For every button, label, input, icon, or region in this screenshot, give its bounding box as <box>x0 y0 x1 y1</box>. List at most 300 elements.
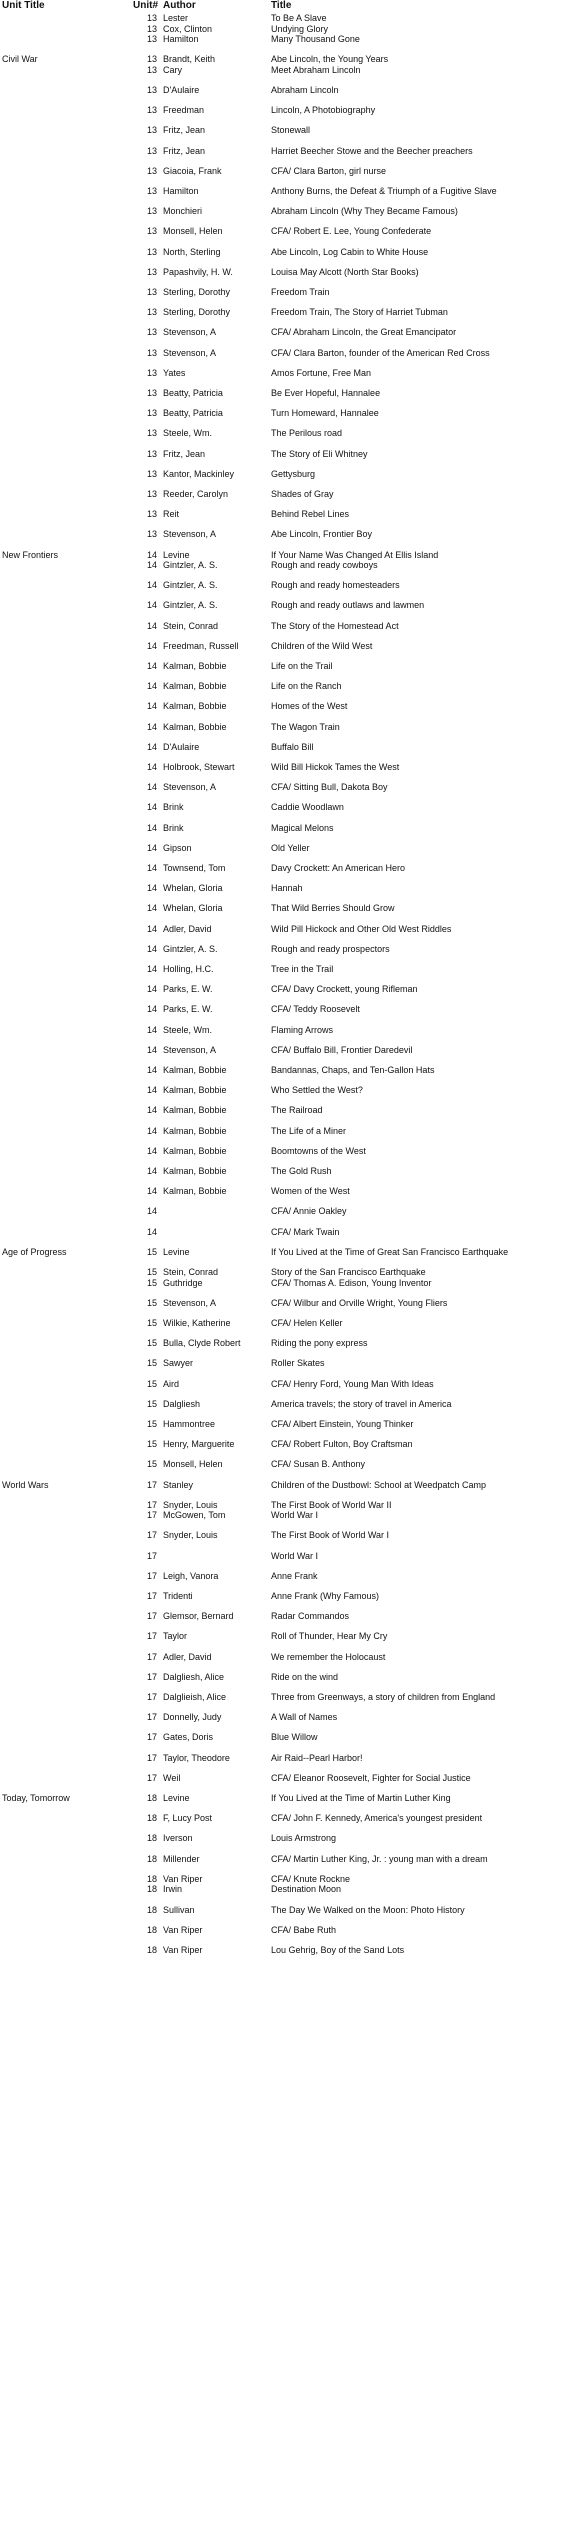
header-author: Author <box>163 0 196 11</box>
author-cell: Stevenson, A <box>163 782 217 793</box>
table-row <box>0 307 574 318</box>
table-row <box>0 580 574 591</box>
author-cell: Sullivan <box>163 1904 195 1915</box>
table-row <box>0 1480 574 1491</box>
unit-cell: 14 <box>146 681 157 692</box>
unit-cell: 15 <box>146 1317 157 1328</box>
unit-cell: 17 <box>146 1611 157 1622</box>
table-row <box>0 1945 574 1956</box>
author-cell: Stevenson, A <box>163 327 217 338</box>
title-cell: Bandannas, Chaps, and Ten-Gallon Hats <box>271 1065 435 1075</box>
unit-cell: 13 <box>146 84 157 95</box>
author-cell: Levine <box>163 549 190 560</box>
header-title: Title <box>271 0 292 11</box>
title-cell: CFA/ John F. Kennedy, America's youngest president <box>271 1813 483 1824</box>
table-row <box>0 469 574 480</box>
table-row <box>0 1004 574 1015</box>
author-cell: Reit <box>163 509 180 520</box>
table-row <box>0 1379 574 1390</box>
author-cell: Freedman <box>163 105 205 116</box>
unit-cell: 13 <box>146 529 157 540</box>
title-cell: The Wagon Train <box>271 721 340 732</box>
author-cell: Gintzler, A. S. <box>163 600 218 611</box>
table-row <box>0 903 574 914</box>
title-cell: If You Lived at the Time of Great San Francisco Earthquake <box>271 1246 509 1257</box>
table-row <box>0 984 574 995</box>
table-row <box>0 600 574 611</box>
unit-cell: 17 <box>146 1591 157 1601</box>
author-cell: Snyder, Louis <box>163 1499 218 1510</box>
unit-cell: 14 <box>146 549 157 560</box>
title-cell: Louisa May Alcott (North Star Books) <box>271 266 419 277</box>
author-cell: Kalman, Bobbie <box>163 701 227 712</box>
title-cell: To Be A Slave <box>271 13 327 23</box>
author-cell: Kalman, Bobbie <box>163 1145 227 1156</box>
author-cell: Stanley <box>163 1479 194 1490</box>
author-cell: Brandt, Keith <box>163 54 216 65</box>
table-row <box>0 1884 574 1895</box>
table-row <box>0 782 574 793</box>
title-cell: Children of the Wild West <box>271 640 373 651</box>
title-cell: Anne Frank (Why Famous) <box>271 1591 380 1601</box>
title-cell: Rough and ready outlaws and lawmen <box>271 600 425 611</box>
author-cell: Yates <box>163 367 186 378</box>
table-row <box>0 34 574 45</box>
author-cell: Stein, Conrad <box>163 1267 219 1277</box>
unit-cell: 13 <box>146 246 157 257</box>
table-row <box>0 1571 574 1582</box>
title-cell: Roll of Thunder, Hear My Cry <box>271 1631 388 1642</box>
unit-cell: 13 <box>146 165 157 176</box>
title-cell: Rough and ready cowboys <box>271 560 378 570</box>
unit-cell: 13 <box>146 286 157 297</box>
author-cell: Kalman, Bobbie <box>163 1166 227 1176</box>
author-cell: Steele, Wm. <box>163 1024 213 1035</box>
author-cell: Van Riper <box>163 1944 203 1955</box>
author-cell: Taylor, Theodore <box>163 1752 230 1763</box>
table-row <box>0 1631 574 1642</box>
author-cell: Fritz, Jean <box>163 145 206 156</box>
table-row <box>0 823 574 834</box>
author-cell: Guthridge <box>163 1277 203 1288</box>
table-row <box>0 1338 574 1349</box>
title-cell: Stonewall <box>271 125 311 136</box>
unit-cell: 13 <box>146 488 157 499</box>
section-cell: Civil War <box>2 54 38 65</box>
unit-cell: 14 <box>146 1024 157 1035</box>
table-row <box>0 247 574 258</box>
unit-cell: 14 <box>146 640 157 651</box>
title-cell: Be Ever Hopeful, Hannalee <box>271 387 381 398</box>
author-cell: Weil <box>163 1772 181 1783</box>
title-cell: Homes of the West <box>271 701 348 712</box>
author-cell: Kantor, Mackinley <box>163 468 235 479</box>
section-cell: Today, Tomorrow <box>2 1793 70 1803</box>
unit-cell: 14 <box>146 802 157 813</box>
table-row <box>0 1813 574 1824</box>
title-cell: The Perilous road <box>271 428 343 439</box>
author-cell: Kalman, Bobbie <box>163 1125 227 1136</box>
unit-cell: 15 <box>146 1398 157 1409</box>
unit-cell: 18 <box>146 1853 157 1864</box>
table-row <box>0 1925 574 1936</box>
author-cell: Cox, Clinton <box>163 23 213 34</box>
author-cell: F, Lucy Post <box>163 1813 213 1824</box>
title-cell: Boomtowns of the West <box>271 1145 366 1156</box>
author-cell: Whelan, Gloria <box>163 903 223 914</box>
title-cell: Hannah <box>271 883 303 894</box>
author-cell: Aird <box>163 1378 180 1389</box>
table-row <box>0 1905 574 1916</box>
author-cell: Levine <box>163 1793 190 1803</box>
author-cell: Gipson <box>163 842 192 853</box>
unit-cell: 14 <box>146 1186 157 1197</box>
author-cell: Brink <box>163 802 184 813</box>
title-cell: Buffalo Bill <box>271 741 314 752</box>
author-cell: Snyder, Louis <box>163 1530 218 1541</box>
author-cell: Monchieri <box>163 206 203 217</box>
table-row <box>0 722 574 733</box>
header-row <box>0 0 574 12</box>
author-cell: Glemsor, Bernard <box>163 1611 234 1622</box>
unit-cell: 15 <box>146 1277 157 1288</box>
unit-cell: 14 <box>146 762 157 772</box>
title-cell: Turn Homeward, Hannalee <box>271 408 379 419</box>
title-cell: Freedom Train <box>271 286 330 297</box>
table-row <box>0 1358 574 1369</box>
unit-cell: 13 <box>146 34 157 44</box>
author-cell: Freedman, Russell <box>163 640 239 651</box>
table-row <box>0 1419 574 1430</box>
table-row <box>0 166 574 177</box>
title-cell: If Your Name Was Changed At Ellis Island <box>271 549 439 560</box>
title-cell: Gettysburg <box>271 468 316 479</box>
table-row <box>0 843 574 854</box>
unit-cell: 18 <box>146 1884 157 1895</box>
table-row <box>0 327 574 338</box>
table-row <box>0 1753 574 1764</box>
unit-cell: 14 <box>146 1085 157 1096</box>
unit-cell: 14 <box>146 1004 157 1015</box>
title-cell: Children of the Dustbowl: School at Weedpatch Camp <box>271 1479 486 1490</box>
title-cell: Wild Bill Hickok Tames the West <box>271 762 400 772</box>
unit-cell: 13 <box>146 105 157 116</box>
table-row <box>0 85 574 96</box>
table-row <box>0 267 574 278</box>
unit-cell: 15 <box>146 1418 157 1429</box>
author-cell: Stevenson, A <box>163 529 217 540</box>
title-cell: Flaming Arrows <box>271 1024 334 1035</box>
table-row <box>0 1318 574 1329</box>
title-cell: Ride on the wind <box>271 1671 339 1682</box>
author-cell: Hamilton <box>163 185 199 196</box>
author-cell: Millender <box>163 1853 200 1864</box>
unit-cell: 13 <box>146 13 157 23</box>
title-cell: Blue Willow <box>271 1732 318 1743</box>
title-cell: Roller Skates <box>271 1358 325 1369</box>
title-cell: Riding the pony express <box>271 1338 368 1349</box>
unit-cell: 14 <box>146 822 157 833</box>
author-cell: Brink <box>163 822 184 833</box>
table-row <box>0 206 574 217</box>
title-cell: CFA/ Sitting Bull, Dakota Boy <box>271 782 388 793</box>
table-row <box>0 802 574 813</box>
unit-cell: 17 <box>146 1499 157 1510</box>
author-cell: North, Sterling <box>163 246 221 257</box>
unit-cell: 18 <box>146 1904 157 1915</box>
title-cell: Abraham Lincoln <box>271 84 339 95</box>
unit-cell: 13 <box>146 125 157 136</box>
title-cell: Anthony Burns, the Defeat & Triumph of a Fugitive Slave <box>271 185 497 196</box>
author-cell: Sterling, Dorothy <box>163 307 231 318</box>
title-cell: Lincoln, A Photobiography <box>271 105 376 116</box>
table-row <box>0 550 574 561</box>
author-cell: Kalman, Bobbie <box>163 721 227 732</box>
title-cell: CFA/ Albert Einstein, Young Thinker <box>271 1418 414 1429</box>
table-row <box>0 1186 574 1197</box>
title-cell: The Life of a Miner <box>271 1125 347 1136</box>
author-cell: Dalgliesh, Alice <box>163 1671 225 1682</box>
title-cell: Davy Crockett: An American Hero <box>271 863 406 873</box>
unit-cell: 17 <box>146 1651 157 1662</box>
title-cell: The First Book of World War II <box>271 1499 392 1510</box>
table-row <box>0 1085 574 1096</box>
author-cell: Henry, Marguerite <box>163 1439 235 1450</box>
title-cell: Many Thousand Gone <box>271 34 360 44</box>
unit-cell: 13 <box>146 23 157 34</box>
title-cell: Rough and ready prospectors <box>271 943 390 954</box>
table-row <box>0 1227 574 1238</box>
table-row <box>0 1278 574 1289</box>
unit-cell: 13 <box>146 64 157 75</box>
table-row <box>0 681 574 692</box>
table-row <box>0 1206 574 1217</box>
table-row <box>0 1530 574 1541</box>
table-row <box>0 287 574 298</box>
unit-cell: 14 <box>146 943 157 954</box>
title-cell: We remember the Holocaust <box>271 1651 386 1662</box>
unit-cell: 17 <box>146 1671 157 1682</box>
unit-cell: 14 <box>146 560 157 570</box>
table-row <box>0 1146 574 1157</box>
title-cell: Freedom Train, The Story of Harriet Tubman <box>271 307 448 318</box>
author-cell: Papashvily, H. W. <box>163 266 233 277</box>
table-row <box>0 1874 574 1885</box>
unit-cell: 17 <box>146 1479 157 1490</box>
book-rows <box>0 12 574 1957</box>
title-cell: CFA/ Annie Oakley <box>271 1206 347 1217</box>
table-row <box>0 641 574 652</box>
title-cell: CFA/ Susan B. Anthony <box>271 1459 366 1470</box>
title-cell: CFA/ Clara Barton, founder of the American Red Cross <box>271 347 490 358</box>
author-cell: Sterling, Dorothy <box>163 286 231 297</box>
title-cell: CFA/ Teddy Roosevelt <box>271 1004 360 1015</box>
table-row <box>0 1105 574 1116</box>
unit-cell: 13 <box>146 54 157 65</box>
title-cell: CFA/ Robert Fulton, Boy Craftsman <box>271 1439 413 1450</box>
author-cell: Irwin <box>163 1884 183 1895</box>
table-row <box>0 146 574 157</box>
author-cell: Parks, E. W. <box>163 1004 213 1015</box>
table-row <box>0 13 574 24</box>
table-row <box>0 1652 574 1663</box>
author-cell: Lester <box>163 13 189 23</box>
table-row <box>0 742 574 753</box>
author-cell: Dalglieish, Alice <box>163 1692 227 1702</box>
table-row <box>0 226 574 237</box>
table-row <box>0 1166 574 1177</box>
table-row <box>0 186 574 197</box>
author-cell: Parks, E. W. <box>163 984 213 995</box>
author-cell: Beatty, Patricia <box>163 387 223 398</box>
title-cell: Abe Lincoln, the Young Years <box>271 54 389 65</box>
table-row <box>0 863 574 874</box>
table-row <box>0 1672 574 1683</box>
unit-cell: 14 <box>146 964 157 974</box>
table-row <box>0 1510 574 1521</box>
title-cell: CFA/ Buffalo Bill, Frontier Daredevil <box>271 1044 413 1055</box>
unit-cell: 14 <box>146 1044 157 1055</box>
title-cell: The Day We Walked on the Moon: Photo History <box>271 1904 465 1915</box>
title-cell: That Wild Berries Should Grow <box>271 903 395 914</box>
table-row <box>0 105 574 116</box>
unit-cell: 13 <box>146 468 157 479</box>
title-cell: Behind Rebel Lines <box>271 509 350 520</box>
title-cell: CFA/ Davy Crockett, young Rifleman <box>271 984 418 995</box>
unit-cell: 18 <box>146 1924 157 1935</box>
table-row <box>0 560 574 571</box>
title-cell: Undying Glory <box>271 23 329 34</box>
table-row <box>0 489 574 500</box>
table-row <box>0 388 574 399</box>
author-cell: McGowen, Tom <box>163 1510 226 1521</box>
author-cell: Reeder, Carolyn <box>163 488 229 499</box>
unit-cell: 13 <box>146 387 157 398</box>
title-cell: Caddie Woodlawn <box>271 802 344 813</box>
unit-cell: 13 <box>146 266 157 277</box>
author-cell: Stevenson, A <box>163 347 217 358</box>
author-cell: Sawyer <box>163 1358 194 1369</box>
section-cell: Age of Progress <box>2 1246 67 1257</box>
unit-cell: 15 <box>146 1378 157 1389</box>
table-row <box>0 944 574 955</box>
unit-cell: 13 <box>146 347 157 358</box>
author-cell: Monsell, Helen <box>163 226 223 237</box>
title-cell: CFA/ Wilbur and Orville Wright, Young Fliers <box>271 1297 448 1308</box>
table-row <box>0 1065 574 1076</box>
table-row <box>0 1732 574 1743</box>
unit-cell: 13 <box>146 428 157 439</box>
table-row <box>0 1267 574 1278</box>
title-cell: CFA/ Henry Ford, Young Man With Ideas <box>271 1378 434 1389</box>
table-row <box>0 348 574 359</box>
title-cell: Louis Armstrong <box>271 1833 337 1844</box>
unit-cell: 13 <box>146 226 157 237</box>
title-cell: Women of the West <box>271 1186 350 1197</box>
table-row <box>0 924 574 935</box>
unit-cell: 14 <box>146 1166 157 1176</box>
unit-cell: 14 <box>146 661 157 671</box>
table-row <box>0 368 574 379</box>
table-row <box>0 125 574 136</box>
header-unit-number: Unit# <box>133 0 158 11</box>
title-cell: The First Book of World War I <box>271 1530 390 1541</box>
author-cell: Giacoia, Frank <box>163 165 222 176</box>
title-cell: Wild Pill Hickock and Other Old West Riddles <box>271 923 452 934</box>
unit-cell: 14 <box>146 923 157 934</box>
title-cell: The Railroad <box>271 1105 323 1116</box>
title-cell: America travels; the story of travel in America <box>271 1398 452 1409</box>
unit-cell: 14 <box>146 1226 157 1237</box>
unit-cell: 13 <box>146 448 157 459</box>
unit-cell: 14 <box>146 721 157 732</box>
table-row <box>0 1611 574 1622</box>
table-row <box>0 1459 574 1470</box>
table-row <box>0 1854 574 1865</box>
author-cell: Van Riper <box>163 1924 203 1935</box>
table-row <box>0 1500 574 1511</box>
title-cell: Abe Lincoln, Log Cabin to White House <box>271 246 429 257</box>
title-cell: World War I <box>271 1510 319 1521</box>
unit-cell: 17 <box>146 1752 157 1763</box>
unit-cell: 15 <box>146 1459 157 1470</box>
author-cell: Holling, H.C. <box>163 964 214 974</box>
title-cell: A Wall of Names <box>271 1712 338 1723</box>
unit-cell: 14 <box>146 782 157 793</box>
table-row <box>0 621 574 632</box>
section-cell: World Wars <box>2 1479 49 1490</box>
unit-cell: 15 <box>146 1358 157 1369</box>
author-cell: Stevenson, A <box>163 1297 217 1308</box>
title-cell: CFA/ Clara Barton, girl nurse <box>271 165 387 176</box>
title-cell: Air Raid--Pearl Harbor! <box>271 1752 363 1763</box>
unit-cell: 13 <box>146 307 157 318</box>
author-cell: D'Aulaire <box>163 84 200 95</box>
author-cell: Beatty, Patricia <box>163 408 223 419</box>
author-cell: Iverson <box>163 1833 193 1844</box>
author-cell: Fritz, Jean <box>163 448 206 459</box>
author-cell: Van Riper <box>163 1873 203 1884</box>
title-cell: CFA/ Abraham Lincoln, the Great Emancipator <box>271 327 457 338</box>
table-row <box>0 1045 574 1056</box>
table-row <box>0 762 574 773</box>
author-cell: Leigh, Vanora <box>163 1570 219 1581</box>
author-cell: Kalman, Bobbie <box>163 1085 227 1096</box>
title-cell: CFA/ Eleanor Roosevelt, Fighter for Social Justice <box>271 1772 471 1783</box>
unit-cell: 15 <box>146 1439 157 1450</box>
table-row <box>0 1712 574 1723</box>
unit-cell: 17 <box>146 1550 157 1561</box>
author-cell: Gintzler, A. S. <box>163 580 218 591</box>
table-row <box>0 1439 574 1450</box>
table-row <box>0 1025 574 1036</box>
title-cell: Shades of Gray <box>271 488 334 499</box>
unit-cell: 14 <box>146 883 157 894</box>
unit-cell: 14 <box>146 1125 157 1136</box>
title-cell: CFA/ Knute Rockne <box>271 1873 351 1884</box>
title-cell: Three from Greenways, a story of children from England <box>271 1692 496 1702</box>
author-cell: Gates, Doris <box>163 1732 214 1743</box>
author-cell: Adler, David <box>163 1651 212 1662</box>
title-cell: Old Yeller <box>271 842 310 853</box>
author-cell: Taylor <box>163 1631 188 1642</box>
author-cell: Cary <box>163 64 183 75</box>
author-cell: Gintzler, A. S. <box>163 943 218 954</box>
unit-cell: 17 <box>146 1732 157 1743</box>
title-cell: CFA/ Mark Twain <box>271 1226 340 1237</box>
header-unit-title: Unit Title <box>2 0 45 11</box>
unit-cell: 14 <box>146 903 157 914</box>
